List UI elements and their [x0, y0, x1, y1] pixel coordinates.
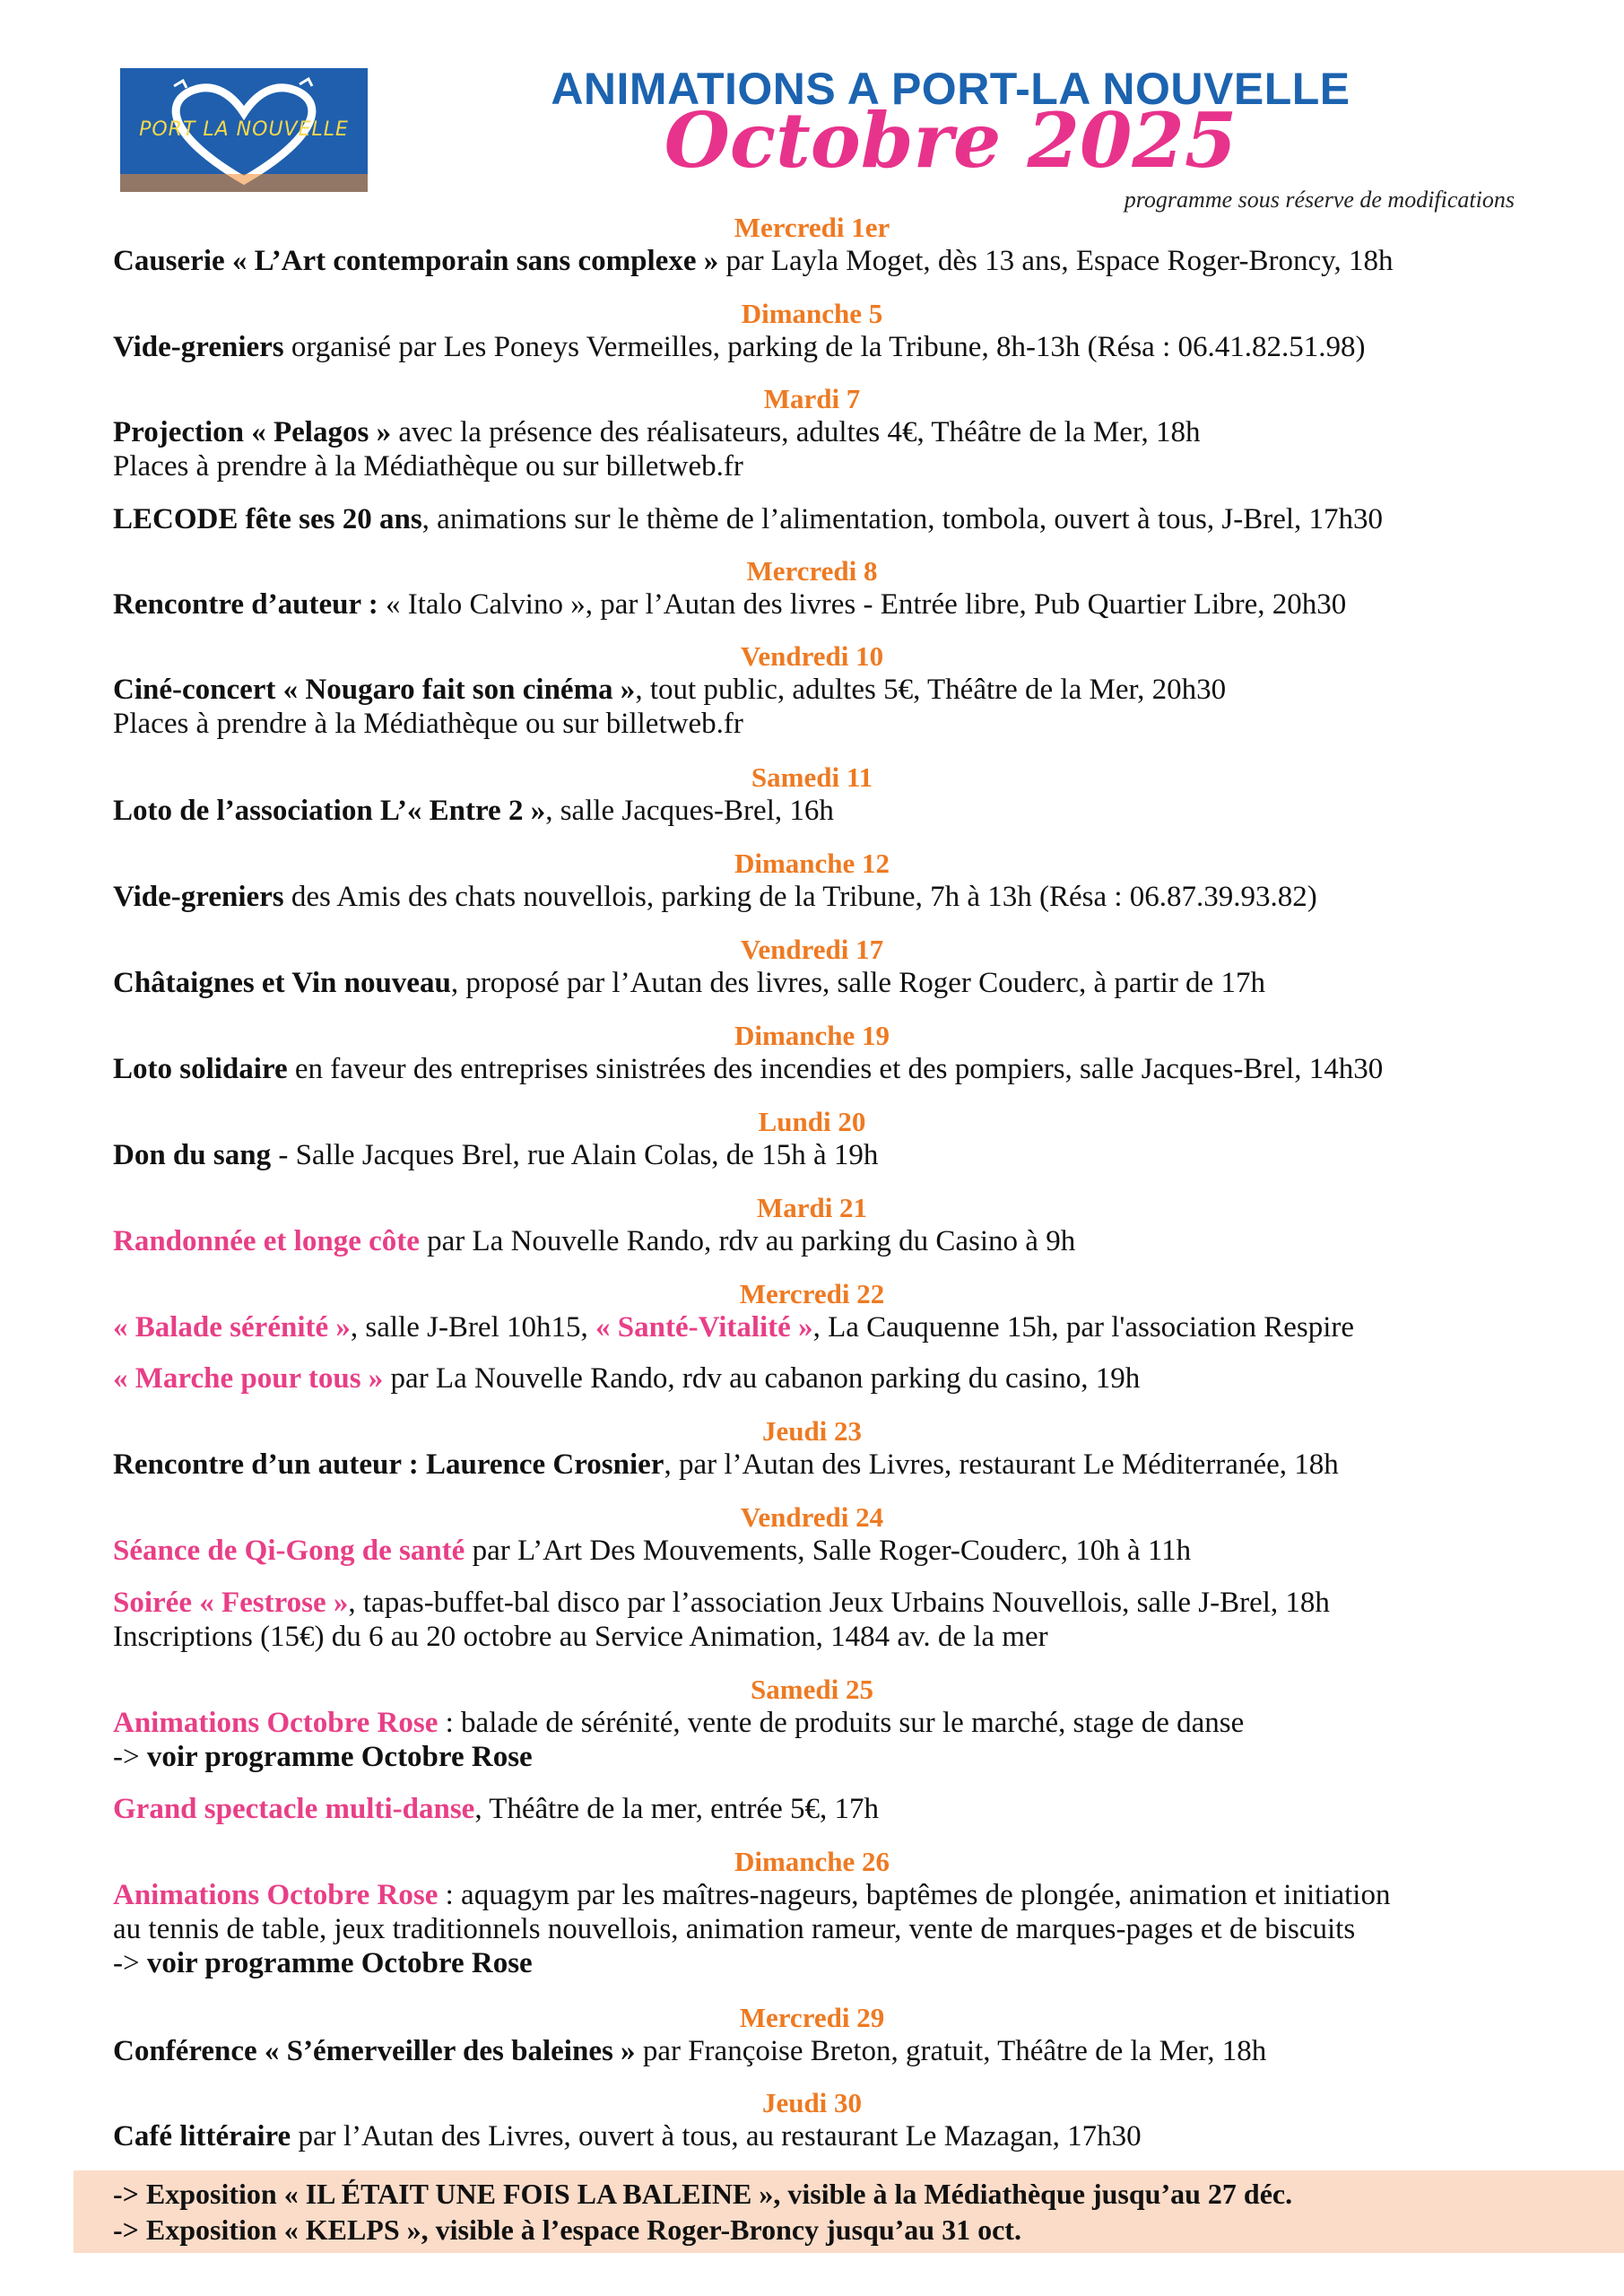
day-heading: Mercredi 22 [739, 1278, 885, 1309]
event-entry: Ciné-concert « Nougaro fait son cinéma », tout public, adultes 5€, Théâtre de la Mer, 20h30 Places à prendre à la Médiathèque ou sur billetweb.fr [113, 674, 1227, 740]
day-heading: Dimanche 5 [741, 298, 883, 329]
day-heading: Mercredi 8 [746, 555, 878, 587]
event-entry: Grand spectacle multi-danse, Théâtre de la mer, entrée 5€, 17h [113, 1793, 880, 1825]
event-entry: LECODE fête ses 20 ans, animations sur le thème de l’alimentation, tombola, ouvert à tous, J-Brel, 17h30 [113, 503, 1384, 535]
disclaimer-note: programme sous réserve de modifications [1124, 187, 1515, 213]
day-heading: Dimanche 12 [734, 848, 890, 879]
event-entry: Soirée « Festrose », tapas-buffet-bal disco par l’association Jeux Urbains Nouvellois, salle J-Brel, 18h Inscriptions (15€) du 6 au 20 octobre au Service Animation, 1484 av. de la mer [113, 1587, 1330, 1653]
day-heading: Dimanche 19 [734, 1020, 890, 1051]
event-entry: Loto solidaire en faveur des entreprises sinistrées des incendies et des pompiers, salle Jacques-Brel, 14h30 [113, 1053, 1384, 1085]
day-heading: Samedi 11 [751, 761, 873, 793]
event-entry: Projection « Pelagos » avec la présence des réalisateurs, adultes 4€, Théâtre de la Mer, 18h Places à prendre à la Médiathèque ou sur billetweb.fr [113, 416, 1201, 483]
event-entry: Vide-greniers des Amis des chats nouvellois, parking de la Tribune, 7h à 13h (Résa : 06.87.39.93.82) [113, 881, 1317, 913]
day-heading: Vendredi 24 [740, 1501, 884, 1533]
day-heading: Lundi 20 [758, 1106, 866, 1137]
day-heading: Samedi 25 [751, 1674, 873, 1705]
event-entry: « Balade sérénité », salle J-Brel 10h15, « Santé-Vitalité », La Cauquenne 15h, par l'association Respire [113, 1311, 1355, 1344]
day-heading: Jeudi 30 [761, 2087, 863, 2118]
day-heading: Mercredi 1er [734, 212, 890, 243]
exhibition-line: -> Exposition « KELPS », visible à l’espace Roger-Broncy jusqu’au 31 oct. [113, 2213, 1021, 2246]
page-title: ANIMATIONS A PORT-LA NOUVELLE [551, 64, 1350, 114]
event-entry: Rencontre d’un auteur : Laurence Crosnier, par l’Autan des Livres, restaurant Le Méditerranée, 18h [113, 1448, 1339, 1481]
exhibition-line: -> Exposition « IL ÉTAIT UNE FOIS LA BALEINE », visible à la Médiathèque jusqu’au 27 déc. [113, 2178, 1293, 2210]
event-entry: Rencontre d’auteur : « Italo Calvino », par l’Autan des livres - Entrée libre, Pub Quartier Libre, 20h30 [113, 588, 1347, 621]
exhibitions-band [74, 2170, 1624, 2253]
event-entry: Café littéraire par l’Autan des Livres, ouvert à tous, au restaurant Le Mazagan, 17h30 [113, 2120, 1142, 2152]
event-entry: « Marche pour tous » par La Nouvelle Rando, rdv au cabanon parking du casino, 19h [113, 1362, 1141, 1395]
event-entry: Animations Octobre Rose : balade de sérénité, vente de produits sur le marché, stage de danse -> voir programme Octobre Rose [113, 1707, 1245, 1773]
event-entry: Randonnée et longe côte par La Nouvelle Rando, rdv au parking du Casino à 9h [113, 1225, 1076, 1257]
event-entry: Conférence « S’émerveiller des baleines » par Françoise Breton, gratuit, Théâtre de la Mer, 18h [113, 2035, 1267, 2067]
day-heading: Mardi 7 [763, 383, 861, 414]
month-title: Octobre 2025 [664, 96, 1238, 185]
day-heading: Jeudi 23 [761, 1415, 863, 1447]
day-heading: Vendredi 10 [740, 640, 884, 672]
event-entry: Don du sang - Salle Jacques Brel, rue Alain Colas, de 15h à 19h [113, 1139, 879, 1171]
event-entry: Séance de Qi-Gong de santé par L’Art Des Mouvements, Salle Roger-Couderc, 10h à 11h [113, 1535, 1192, 1567]
event-entry: Causerie « L’Art contemporain sans complexe » par Layla Moget, dès 13 ans, Espace Roger-Broncy, 18h [113, 245, 1394, 277]
event-entry: Animations Octobre Rose : aquagym par les maîtres-nageurs, baptêmes de plongée, animation et initiation au tennis de table, jeux traditionnels nouvellois, animation rameur, vente de marques-pages et de biscuits -> voir programme Octobre Rose [113, 1879, 1391, 1979]
day-heading: Vendredi 17 [740, 934, 884, 965]
day-heading: Mercredi 29 [739, 2002, 885, 2033]
logo-text: PORT LA NOUVELLE [139, 118, 349, 141]
day-heading: Mardi 21 [756, 1192, 868, 1223]
event-entry: Châtaignes et Vin nouveau, proposé par l’Autan des livres, salle Roger Couderc, à partir de 17h [113, 967, 1265, 999]
logo [120, 68, 368, 192]
day-heading: Dimanche 26 [734, 1846, 890, 1877]
event-entry: Vide-greniers organisé par Les Poneys Vermeilles, parking de la Tribune, 8h-13h (Résa : 06.41.82.51.98) [113, 331, 1366, 363]
event-entry: Loto de l’association L’« Entre 2 », salle Jacques-Brel, 16h [113, 795, 834, 827]
